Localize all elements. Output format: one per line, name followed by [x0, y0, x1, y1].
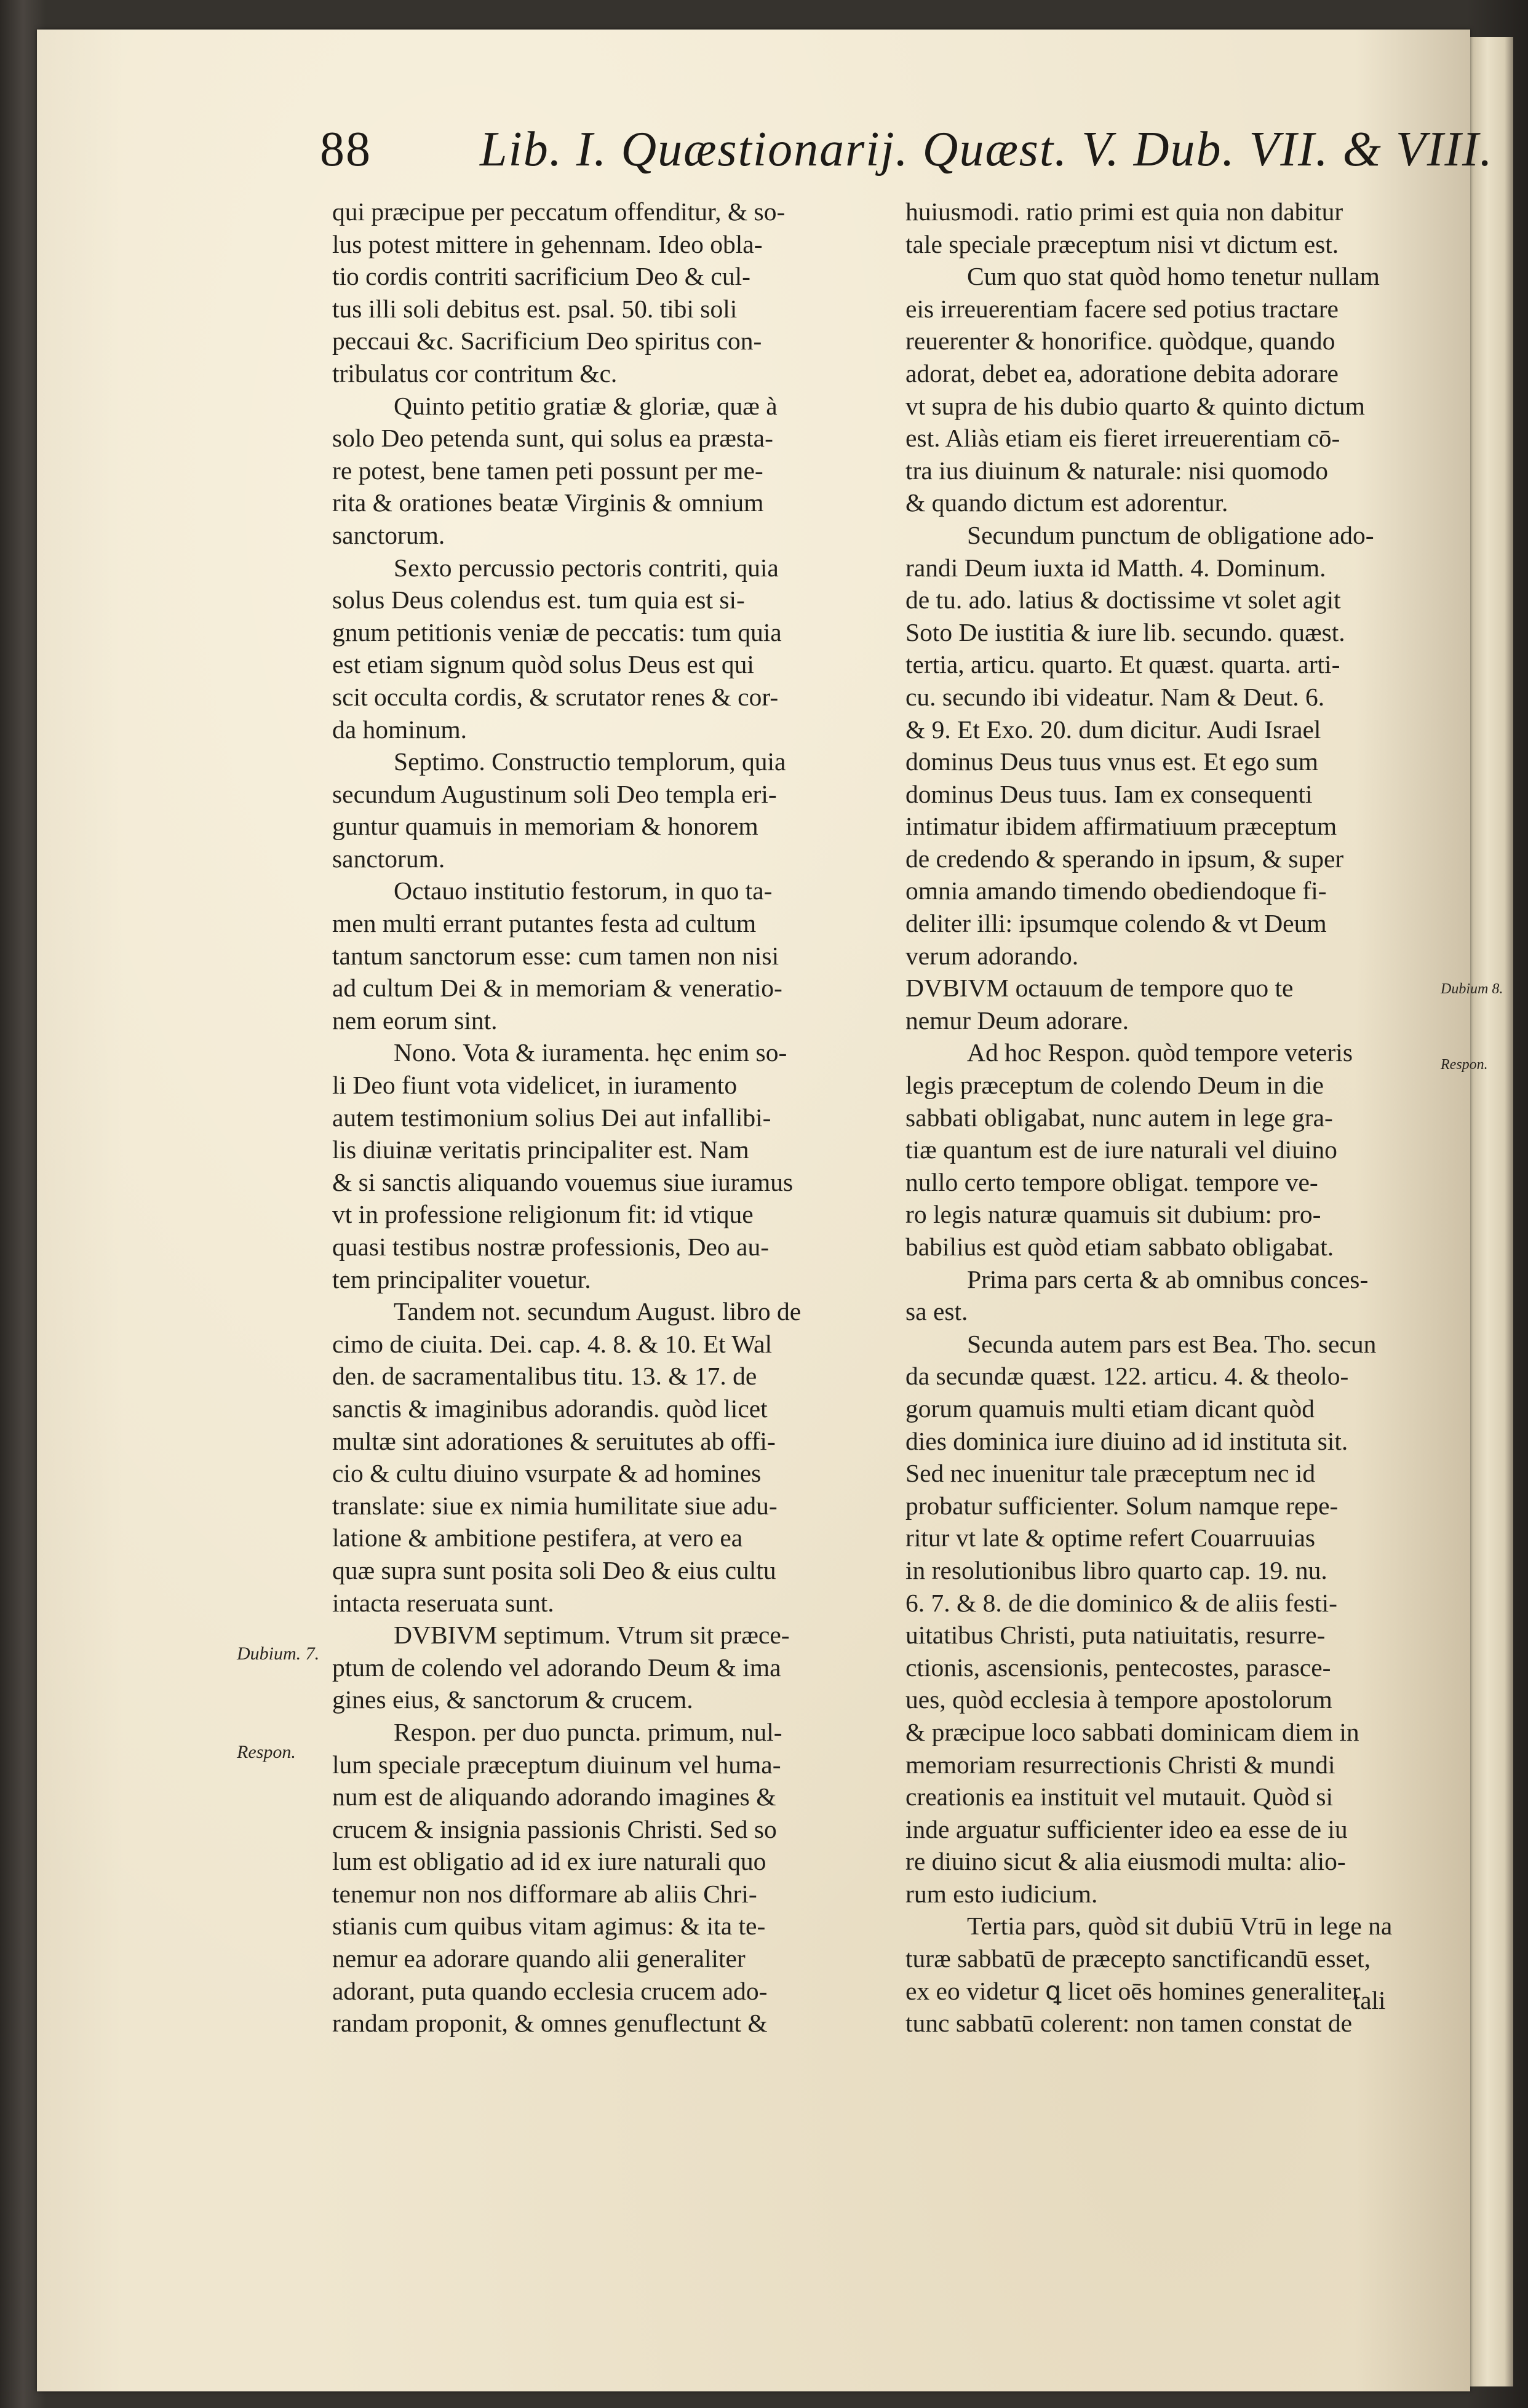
text-line: omnia amando timendo obediendoque fi-: [905, 876, 1327, 905]
text-line: quasi testibus nostræ professionis, Deo au-: [332, 1233, 770, 1261]
text-line: Quinto petitio gratiæ & gloriæ, quæ à: [394, 391, 778, 420]
text-line: dies dominica iure diuino ad id instituta sit.: [905, 1426, 1348, 1455]
text-line: multæ sint adorationes & seruitutes ab offi-: [332, 1426, 776, 1455]
right-text-column: [905, 196, 1434, 2040]
text-line: Cum quo stat quòd homo tenetur nullam: [967, 262, 1380, 291]
text-line: ad cultum Dei & in memoriam & veneratio-: [332, 974, 782, 1003]
text-line: tem principaliter vouetur.: [332, 1265, 591, 1293]
text-line: randam proponit, & omnes genuflectunt &: [332, 2009, 768, 2038]
text-line: solus Deus colendus est. tum quia est si-: [332, 586, 745, 614]
text-line: gorum quamuis multi etiam dicant quòd: [905, 1394, 1315, 1423]
text-line: Tertia pars, quòd sit dubiū Vtrū in lege na: [967, 1912, 1393, 1941]
text-line: 6. 7. & 8. de die dominico & de aliis festi-: [905, 1588, 1337, 1617]
text-line: translate: siue ex nimia humilitate siue adu-: [332, 1491, 778, 1520]
text-line: gines eius, & sanctorum & crucem.: [332, 1685, 693, 1714]
text-line: nemur Deum adorare.: [905, 1006, 1129, 1035]
text-line: Soto De iustitia & iure lib. secundo. quæst.: [905, 618, 1345, 646]
text-line: creationis ea instituit vel mutauit. Quòd si: [905, 1782, 1334, 1811]
text-line: latione & ambitione pestifera, at vero ea: [332, 1524, 743, 1552]
text-line: vt in professione religionum fit: id vtique: [332, 1200, 754, 1229]
text-line: Tandem not. secundum August. libro de: [394, 1297, 802, 1326]
text-line: verum adorando.: [905, 941, 1079, 970]
catchword: tali: [1353, 1986, 1386, 2014]
text-line: peccaui &c. Sacrificium Deo spiritus con-: [332, 327, 762, 356]
text-line: randi Deum iuxta id Matth. 4. Dominum.: [905, 553, 1326, 582]
text-line: sabbati obligabat, nunc autem in lege gra-: [905, 1103, 1333, 1132]
running-title: Lib. I. Quæstionarij. Quæst. V. Dub. VII. & VIII.: [480, 122, 1494, 177]
adjacent-page-edge: [1470, 37, 1513, 2386]
text-line: tantum sanctorum esse: cum tamen non nisi: [332, 941, 779, 970]
marginal-note-dubium-7: Dubium. 7.: [237, 1643, 320, 1664]
text-line: sa est.: [905, 1297, 968, 1326]
text-line: sanctis & imaginibus adorandis. quòd licet: [332, 1394, 768, 1423]
text-line: sanctorum.: [332, 844, 445, 873]
text-line: quæ supra sunt posita soli Deo & eius cultu: [332, 1556, 776, 1584]
text-line: tunc sabbatū colerent: non tamen constat de: [905, 2009, 1353, 2038]
text-line: deliter illi: ipsumque colendo & vt Deum: [905, 909, 1327, 938]
text-line: secundum Augustinum soli Deo templa eri-: [332, 779, 777, 808]
text-line: dominus Deus tuus vnus est. Et ego sum: [905, 747, 1318, 776]
text-line: tio cordis contriti sacrificium Deo & cul-: [332, 262, 750, 291]
text-line: & præcipue loco sabbati dominicam diem in: [905, 1717, 1359, 1746]
text-line: tiæ quantum est de iure naturali vel diuino: [905, 1135, 1337, 1164]
text-line: probatur sufficienter. Solum namque repe-: [905, 1491, 1339, 1520]
text-line: DVBIVM octauum de tempore quo te: [905, 974, 1294, 1003]
marginal-note-respon-right: Respon.: [1441, 1057, 1488, 1073]
text-line: qui præcipue per peccatum offenditur, & so-: [332, 197, 786, 226]
text-line: memoriam resurrectionis Christi & mundi: [905, 1750, 1335, 1779]
text-line: li Deo fiunt vota videlicet, in iuramento: [332, 1071, 738, 1100]
text-line: inde arguatur sufficienter ideo ea esse de iu: [905, 1814, 1348, 1843]
text-line: num est de aliquando adorando imagines &: [332, 1782, 776, 1811]
text-line: Prima pars certa & ab omnibus conces-: [967, 1265, 1369, 1293]
text-line: Sed nec inuenitur tale præceptum nec id: [905, 1459, 1316, 1488]
text-line: guntur quamuis in memoriam & honorem: [332, 812, 758, 841]
text-line: Nono. Vota & iuramenta. hęc enim so-: [394, 1038, 787, 1067]
text-line: nemur ea adorare quando alii generaliter: [332, 1944, 746, 1973]
text-line: nem eorum sint.: [332, 1006, 498, 1035]
text-line: ritur vt late & optime refert Couarruuias: [905, 1524, 1316, 1552]
text-line: huiusmodi. ratio primi est quia non dabitur: [905, 197, 1343, 226]
text-line: ptum de colendo vel adorando Deum & ima: [332, 1653, 781, 1682]
text-line: solo Deo petenda sunt, qui solus ea præsta-: [332, 424, 773, 453]
text-line: de credendo & sperando in ipsum, & super: [905, 844, 1344, 873]
text-line: tale speciale præceptum nisi vt dictum est.: [905, 229, 1339, 258]
text-line: & quando dictum est adorentur.: [905, 488, 1228, 517]
text-line: Sexto percussio pectoris contriti, quia: [394, 553, 779, 582]
text-line: eis irreuerentiam facere sed potius tractare: [905, 294, 1339, 323]
marginal-note-dubium-8: Dubium 8.: [1441, 981, 1503, 997]
text-line: intacta reseruata sunt.: [332, 1588, 554, 1617]
text-line: intimatur ibidem affirmatiuum præceptum: [905, 812, 1337, 841]
text-line: lum est obligatio ad id ex iure naturali quo: [332, 1847, 766, 1876]
text-line: cu. secundo ibi videatur. Nam & Deut. 6.: [905, 682, 1325, 711]
text-line: reuerenter & honorifice. quòdque, quando: [905, 327, 1335, 356]
text-line: ro legis naturæ quamuis sit dubium: pro-: [905, 1200, 1321, 1229]
text-line: lum speciale præceptum diuinum vel huma-: [332, 1750, 781, 1779]
text-line: lis diuinæ veritatis principaliter est. Nam: [332, 1135, 749, 1164]
text-line: rita & orationes beatæ Virginis & omnium: [332, 488, 764, 517]
text-line: rum esto iudicium.: [905, 1879, 1098, 1908]
text-line: cimo de ciuita. Dei. cap. 4. 8. & 10. Et Wal: [332, 1329, 773, 1358]
left-text-column: [332, 196, 889, 2040]
text-line: re diuino sicut & alia eiusmodi multa: alio-: [905, 1847, 1346, 1876]
text-line: legis præceptum de colendo Deum in die: [905, 1071, 1324, 1100]
text-line: re potest, bene tamen peti possunt per me-: [332, 456, 763, 485]
text-line: vt supra de his dubio quarto & quinto dictum: [905, 391, 1365, 420]
text-line: tus illi soli debitus est. psal. 50. tibi soli: [332, 294, 738, 323]
text-line: men multi errant putantes festa ad cultum: [332, 909, 757, 938]
text-line: Ad hoc Respon. quòd tempore veteris: [967, 1038, 1353, 1067]
text-line: autem testimonium solius Dei aut infallibi-: [332, 1103, 771, 1132]
text-line: crucem & insignia passionis Christi. Sed so: [332, 1814, 777, 1843]
text-line: nullo certo tempore obligat. tempore ve-: [905, 1167, 1318, 1196]
text-line: da secundæ quæst. 122. articu. 4. & theolo-: [905, 1362, 1349, 1391]
running-head: [320, 116, 1494, 183]
text-line: Octauo institutio festorum, in quo ta-: [394, 876, 773, 905]
text-line: tra ius diuinum & naturale: nisi quomodo: [905, 456, 1328, 485]
page-number: 88: [320, 122, 372, 177]
text-line: ues, quòd ecclesia à tempore apostolorum: [905, 1685, 1332, 1714]
text-line: turæ sabbatū de præcepto sanctificandū esset,: [905, 1944, 1371, 1973]
text-line: tribulatus cor contritum &c.: [332, 359, 618, 387]
text-line: uitatibus Christi, puta natiuitatis, resurre-: [905, 1621, 1326, 1650]
text-line: de tu. ado. latius & doctissime vt solet agit: [905, 586, 1341, 614]
text-line: adorant, puta quando ecclesia crucem ado-: [332, 1976, 768, 2005]
text-line: in resolutionibus libro quarto cap. 19. nu.: [905, 1556, 1327, 1584]
text-line: cio & cultu diuino vsurpate & ad homines: [332, 1459, 762, 1488]
text-line: lus potest mittere in gehennam. Ideo obla-: [332, 229, 763, 258]
text-line: scit occulta cordis, & scrutator renes & cor-: [332, 682, 779, 711]
text-line: & 9. Et Exo. 20. dum dicitur. Audi Israel: [905, 715, 1321, 744]
text-line: adorat, debet ea, adoratione debita adorare: [905, 359, 1339, 387]
text-line: dominus Deus tuus. Iam ex consequenti: [905, 779, 1313, 808]
text-line: Respon. per duo puncta. primum, nul-: [394, 1717, 782, 1746]
text-line: Septimo. Constructio templorum, quia: [394, 747, 786, 776]
marginal-note-respon-left: Respon.: [237, 1742, 296, 1762]
text-line: DVBIVM septimum. Vtrum sit præce-: [394, 1621, 790, 1650]
text-line: stianis cum quibus vitam agimus: & ita te-: [332, 1912, 766, 1941]
text-line: Secunda autem pars est Bea. Tho. secun: [967, 1329, 1377, 1358]
text-line: sanctorum.: [332, 520, 445, 549]
text-line: Secundum punctum de obligatione ado-: [967, 520, 1374, 549]
text-line: ctionis, ascensionis, pentecostes, parasce-: [905, 1653, 1331, 1682]
text-line: gnum petitionis veniæ de peccatis: tum quia: [332, 618, 782, 646]
text-line: ex eo videtur ꝗ licet oēs homines generaliter: [905, 1976, 1361, 2005]
text-line: tenemur non nos difformare ab aliis Chri-: [332, 1879, 757, 1908]
text-line: babilius est quòd etiam sabbato obligabat.: [905, 1233, 1334, 1261]
text-line: est. Aliàs etiam eis fieret irreuerentiam cō-: [905, 424, 1340, 453]
text-line: est etiam signum quòd solus Deus est qui: [332, 650, 754, 679]
text-line: da hominum.: [332, 715, 468, 744]
text-line: & si sanctis aliquando vouemus siue iuramus: [332, 1167, 794, 1196]
text-line: den. de sacramentalibus titu. 13. & 17. de: [332, 1362, 757, 1391]
text-line: tertia, articu. quarto. Et quæst. quarta. arti-: [905, 650, 1340, 679]
